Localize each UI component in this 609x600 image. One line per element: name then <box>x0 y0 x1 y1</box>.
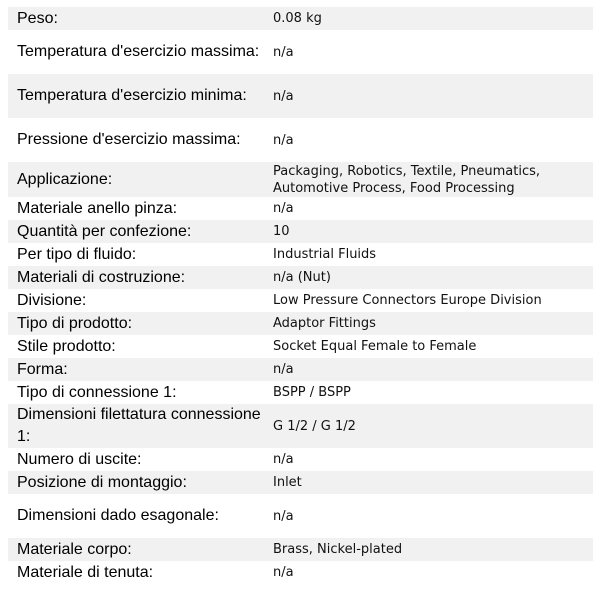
spec-value: 10 <box>264 220 593 243</box>
spec-value: Brass, Nickel-plated <box>264 538 593 561</box>
spec-label: Pressione d'esercizio massima: <box>8 118 264 162</box>
spec-row-collet-ring-material <box>8 197 593 220</box>
spec-value: n/a <box>264 448 593 471</box>
spec-value: G 1/2 / G 1/2 <box>264 404 593 448</box>
spec-row-product-type <box>8 312 593 335</box>
spec-label: Materiale anello pinza: <box>8 197 264 220</box>
spec-value: n/a <box>264 494 593 538</box>
spec-value: Industrial Fluids <box>264 243 593 266</box>
spec-row-product-style <box>8 335 593 358</box>
spec-label: Dimensioni dado esagonale: <box>8 494 264 538</box>
spec-label: Stile prodotto: <box>8 335 264 358</box>
spec-value: Socket Equal Female to Female <box>264 335 593 358</box>
spec-label: Quantità per confezione: <box>8 220 264 243</box>
spec-value: n/a <box>264 561 593 584</box>
spec-row-number-of-outlets <box>8 448 593 471</box>
spec-row-hex-nut-size <box>8 494 593 538</box>
spec-value: 0.08 kg <box>264 7 593 30</box>
spec-row-connection-type-1 <box>8 381 593 404</box>
spec-row-thread-size-connection-1 <box>8 404 593 448</box>
spec-label: Posizione di montaggio: <box>8 471 264 494</box>
spec-label: Temperatura d'esercizio minima: <box>8 74 264 118</box>
spec-row-min-operating-temperature <box>8 74 593 118</box>
spec-row-mounting-position <box>8 471 593 494</box>
spec-row-construction-materials <box>8 266 593 289</box>
spec-row-max-operating-pressure <box>8 118 593 162</box>
spec-value: n/a <box>264 118 593 162</box>
spec-row-application <box>8 162 593 197</box>
spec-row-shape <box>8 358 593 381</box>
spec-row-division <box>8 289 593 312</box>
spec-value: n/a (Nut) <box>264 266 593 289</box>
spec-value: n/a <box>264 30 593 74</box>
spec-label: Numero di uscite: <box>8 448 264 471</box>
spec-value: n/a <box>264 358 593 381</box>
spec-value: Inlet <box>264 471 593 494</box>
spec-label: Materiale di tenuta: <box>8 561 264 584</box>
spec-value: Adaptor Fittings <box>264 312 593 335</box>
spec-value: n/a <box>264 74 593 118</box>
spec-label: Peso: <box>8 7 264 30</box>
spec-label: Materiali di costruzione: <box>8 266 264 289</box>
spec-label: Forma: <box>8 358 264 381</box>
spec-row-fluid-type <box>8 243 593 266</box>
spec-row-body-material <box>8 538 593 561</box>
spec-row-max-operating-temperature <box>8 30 593 74</box>
spec-row-peso <box>8 7 593 30</box>
spec-value: n/a <box>264 197 593 220</box>
specifications-table <box>8 7 593 584</box>
spec-row-pack-quantity <box>8 220 593 243</box>
spec-label: Per tipo di fluido: <box>8 243 264 266</box>
spec-label: Temperatura d'esercizio massima: <box>8 30 264 74</box>
spec-label: Dimensioni filettatura connessione 1: <box>8 404 264 448</box>
spec-label: Applicazione: <box>8 162 264 197</box>
spec-label: Divisione: <box>8 289 264 312</box>
spec-value: Packaging, Robotics, Textile, Pneumatics, Automotive Process, Food Processing <box>264 162 593 197</box>
spec-label: Materiale corpo: <box>8 538 264 561</box>
spec-label: Tipo di connessione 1: <box>8 381 264 404</box>
spec-value: BSPP / BSPP <box>264 381 593 404</box>
spec-value: Low Pressure Connectors Europe Division <box>264 289 593 312</box>
spec-row-seal-material <box>8 561 593 584</box>
spec-label: Tipo di prodotto: <box>8 312 264 335</box>
